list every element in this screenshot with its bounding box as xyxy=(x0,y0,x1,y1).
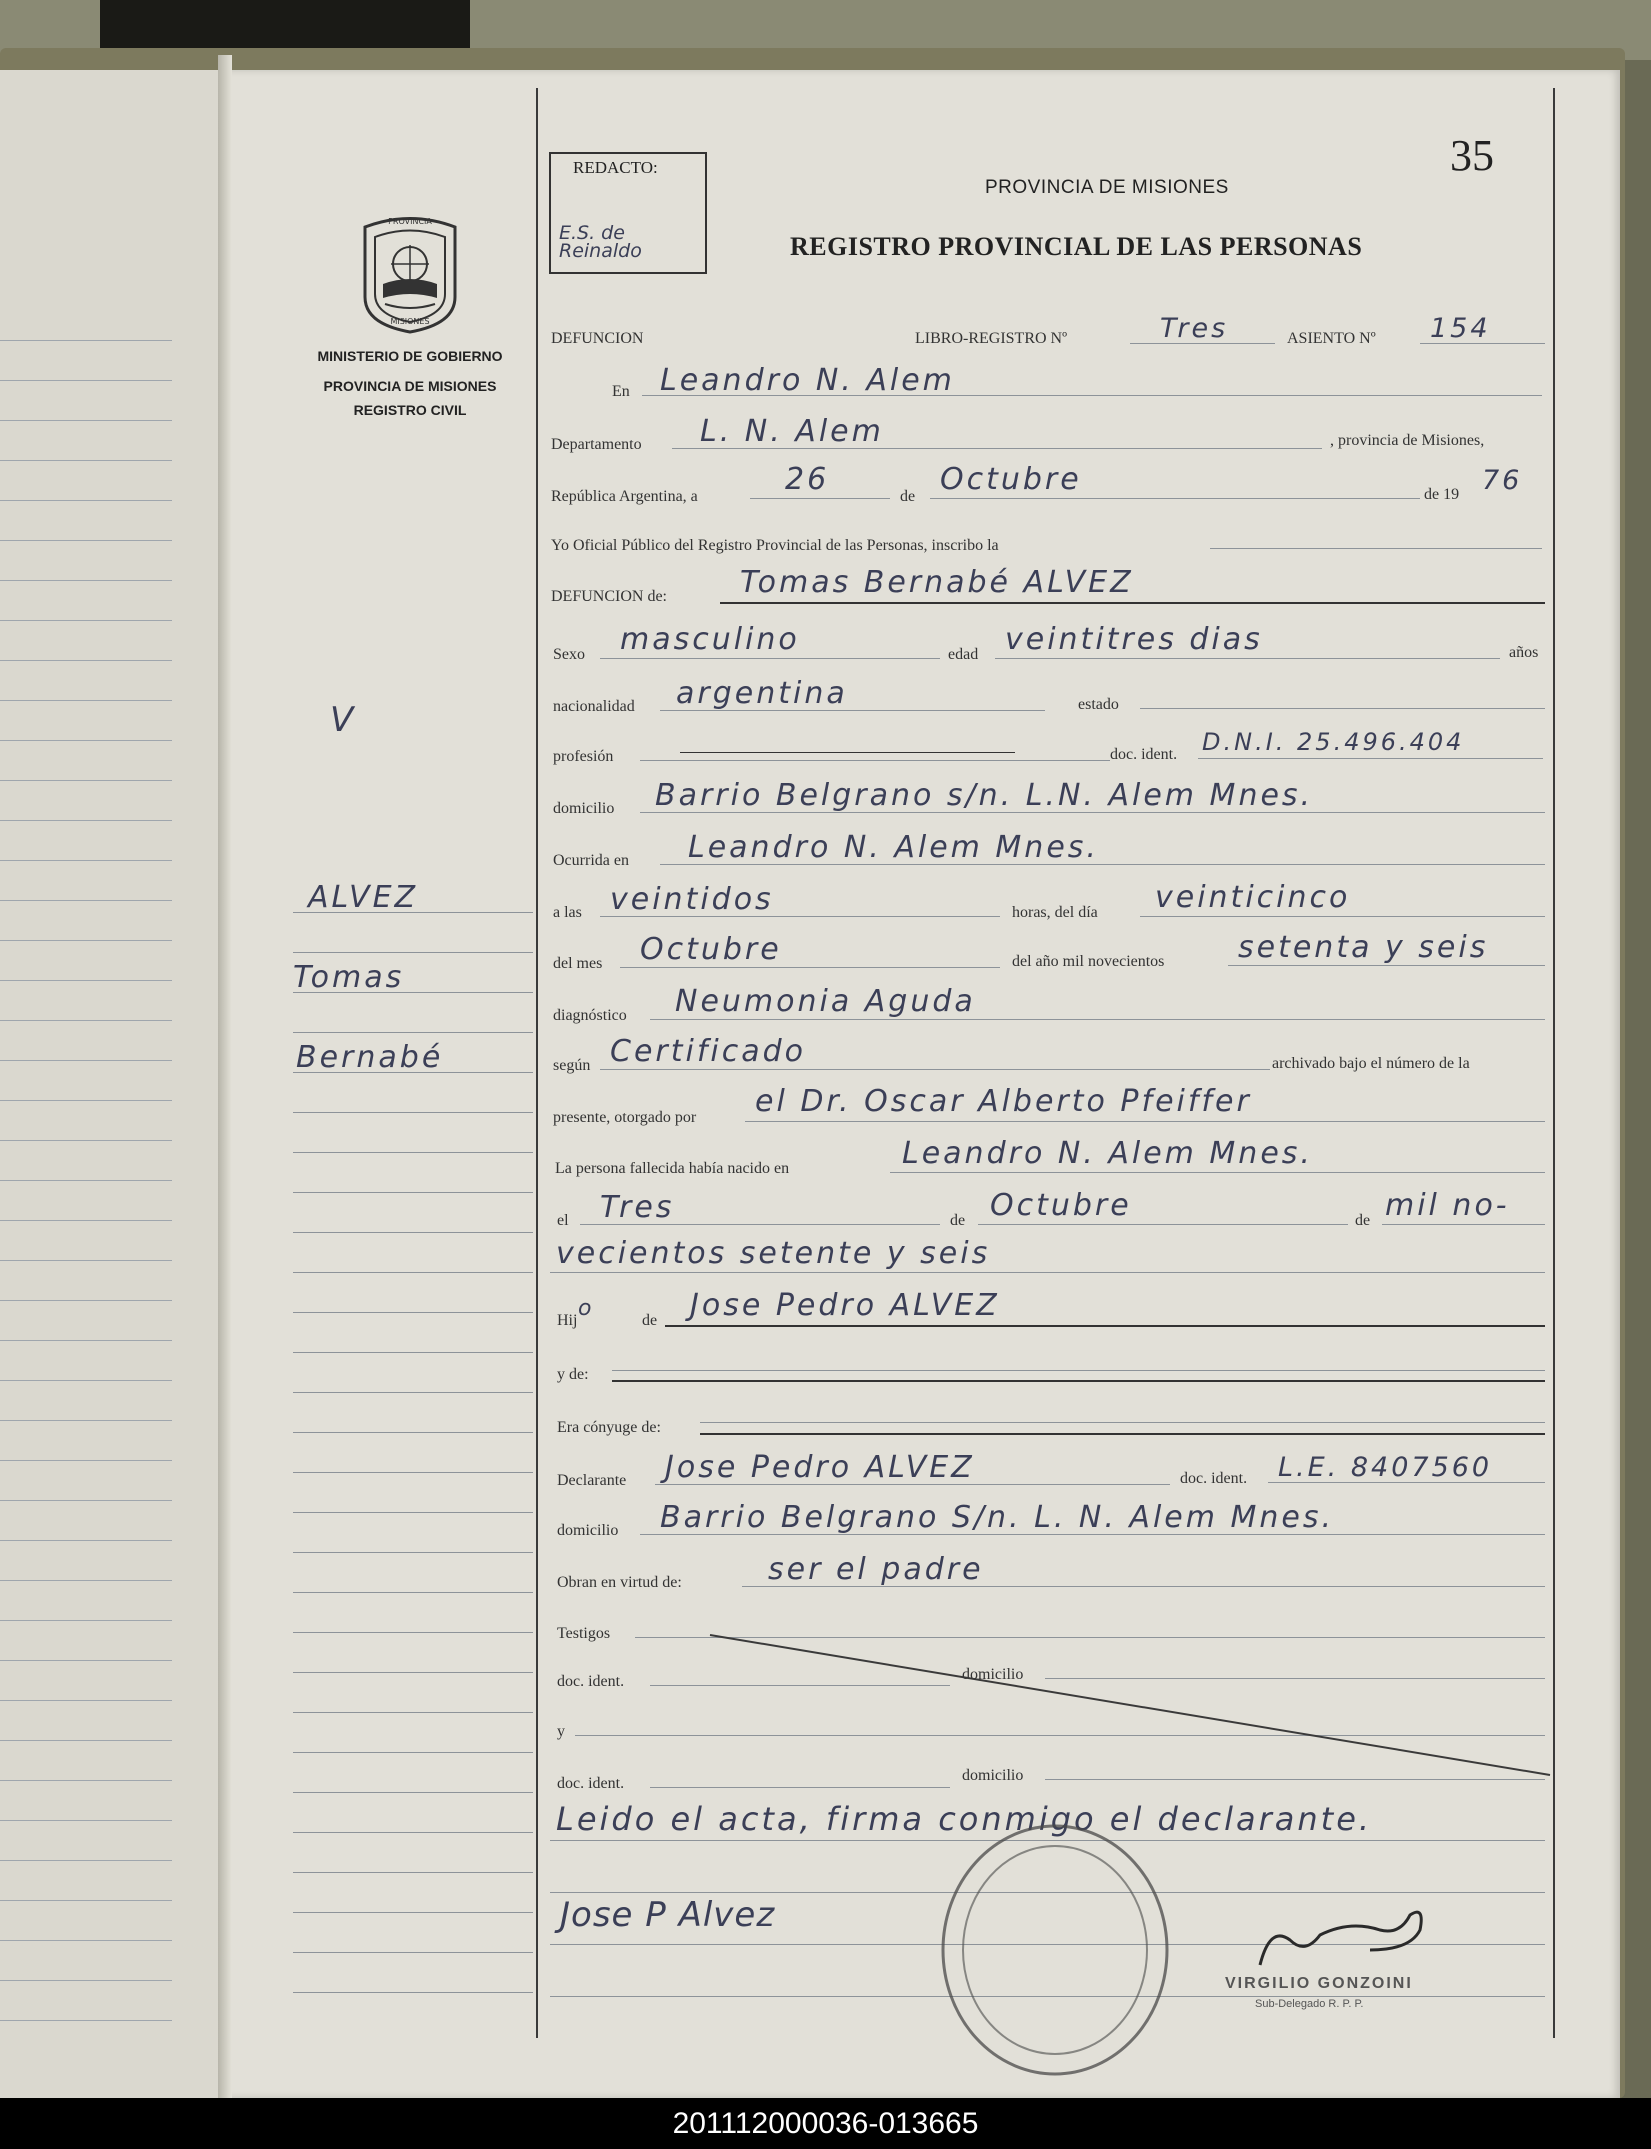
decl-domicilio-value: Barrio Belgrano S/n. L. N. Alem Mnes. xyxy=(660,1500,1335,1535)
seal-bottom-text: MISIONES xyxy=(390,317,430,326)
departamento-label: Departamento xyxy=(551,436,642,453)
edad-value: veintitres dias xyxy=(1005,622,1263,657)
hij-label: Hij xyxy=(557,1312,578,1329)
obran-value: ser el padre xyxy=(768,1552,984,1587)
defuncion-label: DEFUNCION xyxy=(551,330,644,347)
otorgado-value: el Dr. Oscar Alberto Pfeiffer xyxy=(755,1084,1252,1119)
en-value: Leandro N. Alem xyxy=(660,363,955,398)
nacido-en-label: La persona fallecida había nacido en xyxy=(555,1160,790,1177)
de-19-label: de 19 xyxy=(1424,486,1460,503)
republica-label: República Argentina, a xyxy=(551,488,698,505)
ano-def-value: setenta y seis xyxy=(1238,930,1489,965)
departamento-value: L. N. Alem xyxy=(700,414,884,449)
margin-first-name: Tomas xyxy=(293,960,405,995)
hora-value: veintidos xyxy=(610,882,774,917)
en-label: En xyxy=(612,383,630,400)
testigo2-domicilio-label: domicilio xyxy=(962,1767,1024,1784)
presente-label: presente, otorgado por xyxy=(553,1109,697,1126)
margin-check: V xyxy=(330,700,357,740)
sexo-value: masculino xyxy=(620,622,800,657)
decl-doc-value: L.E. 8407560 xyxy=(1278,1452,1493,1483)
doc-ident-value: D.N.I. 25.496.404 xyxy=(1202,728,1465,756)
nac-ano-1: mil no- xyxy=(1385,1188,1510,1223)
el-label: el xyxy=(557,1212,569,1229)
domicilio-label: domicilio xyxy=(553,800,615,817)
redacto-value: E.S. de Reinaldo xyxy=(559,222,642,262)
obran-label: Obran en virtud de: xyxy=(557,1574,682,1591)
nombre-fallecido: Tomas Bernabé ALVEZ xyxy=(740,565,1134,600)
diagnostico-value: Neumonia Aguda xyxy=(675,984,976,1019)
profesion-label: profesión xyxy=(553,748,614,765)
de-label-2: de xyxy=(950,1212,966,1229)
nacionalidad-label: nacionalidad xyxy=(553,698,635,715)
fecha-mes: Octubre xyxy=(940,462,1082,497)
testigo-y-label: y xyxy=(557,1723,565,1740)
seal-top-text: PROVINCIA xyxy=(388,217,432,226)
cierre-text: Leido el acta, firma conmigo el declarante. xyxy=(556,1800,1373,1838)
dia-def-value: veinticinco xyxy=(1155,880,1351,915)
archivado-label: archivado bajo el número de la xyxy=(1272,1055,1470,1072)
ministry-line-1: MINISTERIO DE GOBIERNO xyxy=(317,348,503,364)
ministry-line-3: REGISTRO CIVIL xyxy=(353,402,467,418)
estado-label: estado xyxy=(1078,696,1119,713)
asiento-value: 154 xyxy=(1430,313,1491,344)
declarant-signature: Jose P Alvez xyxy=(560,1895,776,1935)
sexo-label: Sexo xyxy=(553,646,585,663)
yo-oficial-label: Yo Oficial Público del Registro Provincial de las Personas, inscribo la xyxy=(551,537,999,554)
decl-domicilio-label: domicilio xyxy=(557,1522,619,1539)
de-label-1: de xyxy=(900,488,916,505)
official-title: Sub-Delegado R. P. P. xyxy=(1255,1998,1364,2010)
hijo-de-label: de xyxy=(642,1312,658,1329)
fecha-ano: 76 xyxy=(1482,465,1523,496)
official-stamp xyxy=(930,1820,1180,2080)
coat-of-arms-seal xyxy=(355,212,465,334)
nacionalidad-value: argentina xyxy=(676,676,848,711)
ocurrida-label: Ocurrida en xyxy=(553,852,629,869)
padre-value: Jose Pedro ALVEZ xyxy=(690,1288,1000,1323)
registry-title: REGISTRO PROVINCIAL DE LAS PERSONAS xyxy=(790,232,1363,261)
margin-surname: ALVEZ xyxy=(308,880,419,915)
anos-label: años xyxy=(1509,644,1539,661)
testigos-strike-line xyxy=(700,1630,1560,1780)
testigo2-doc-label: doc. ident. xyxy=(557,1775,625,1792)
segun-value: Certificado xyxy=(610,1034,807,1069)
nac-ano-2: vecientos setente y seis xyxy=(556,1236,991,1271)
y-de-label: y de: xyxy=(557,1366,589,1383)
a-las-label: a las xyxy=(553,904,582,921)
redacto-box xyxy=(549,152,707,274)
declarante-label: Declarante xyxy=(557,1472,627,1489)
nac-dia-value: Tres xyxy=(600,1190,675,1225)
official-name: VIRGILIO GONZOINI xyxy=(1225,1975,1413,1992)
testigos-label: Testigos xyxy=(557,1625,611,1642)
libro-value: Tres xyxy=(1160,313,1229,344)
image-id-footer: 201112000036-013665 xyxy=(0,2098,1651,2149)
asiento-label: ASIENTO Nº xyxy=(1287,330,1376,347)
nac-mes-value: Octubre xyxy=(990,1188,1132,1223)
background-shadow xyxy=(100,0,470,55)
margin-second-name: Bernabé xyxy=(296,1040,444,1075)
fecha-dia: 26 xyxy=(785,462,830,497)
era-conyuge-label: Era cónyuge de: xyxy=(557,1419,661,1436)
left-page xyxy=(0,70,238,2098)
testigo1-domicilio-label: domicilio xyxy=(962,1666,1024,1683)
del-ano-label: del año mil novecientos xyxy=(1012,953,1165,970)
segun-label: según xyxy=(553,1057,591,1074)
decl-doc-label: doc. ident. xyxy=(1180,1470,1248,1487)
diagnostico-label: diagnóstico xyxy=(553,1007,627,1024)
del-mes-label: del mes xyxy=(553,955,603,972)
ministry-line-2: PROVINCIA DE MISIONES xyxy=(323,378,497,394)
left-border-line xyxy=(536,88,538,2038)
de-label-3: de xyxy=(1355,1212,1371,1229)
mes-def-value: Octubre xyxy=(640,932,782,967)
nacido-en-value: Leandro N. Alem Mnes. xyxy=(902,1136,1313,1171)
redacto-label: REDACTO: xyxy=(573,158,658,177)
testigo1-doc-label: doc. ident. xyxy=(557,1673,625,1690)
province-heading: PROVINCIA DE MISIONES xyxy=(985,177,1229,198)
page-number: 35 xyxy=(1450,131,1494,180)
declarante-value: Jose Pedro ALVEZ xyxy=(665,1450,975,1485)
domicilio-value: Barrio Belgrano s/n. L.N. Alem Mnes. xyxy=(655,778,1314,813)
defuncion-de-label: DEFUNCION de: xyxy=(551,588,667,605)
book-gutter xyxy=(218,55,232,2100)
official-signature xyxy=(1250,1905,1440,1975)
hijo-suffix: o xyxy=(578,1296,595,1321)
edad-label: edad xyxy=(948,646,979,663)
libro-label: LIBRO-REGISTRO Nº xyxy=(915,330,1068,347)
provincia-de-label: , provincia de Misiones, xyxy=(1330,432,1485,449)
ocurrida-value: Leandro N. Alem Mnes. xyxy=(688,830,1099,865)
doc-ident-label: doc. ident. xyxy=(1110,746,1178,763)
horas-del-dia-label: horas, del día xyxy=(1012,904,1098,921)
